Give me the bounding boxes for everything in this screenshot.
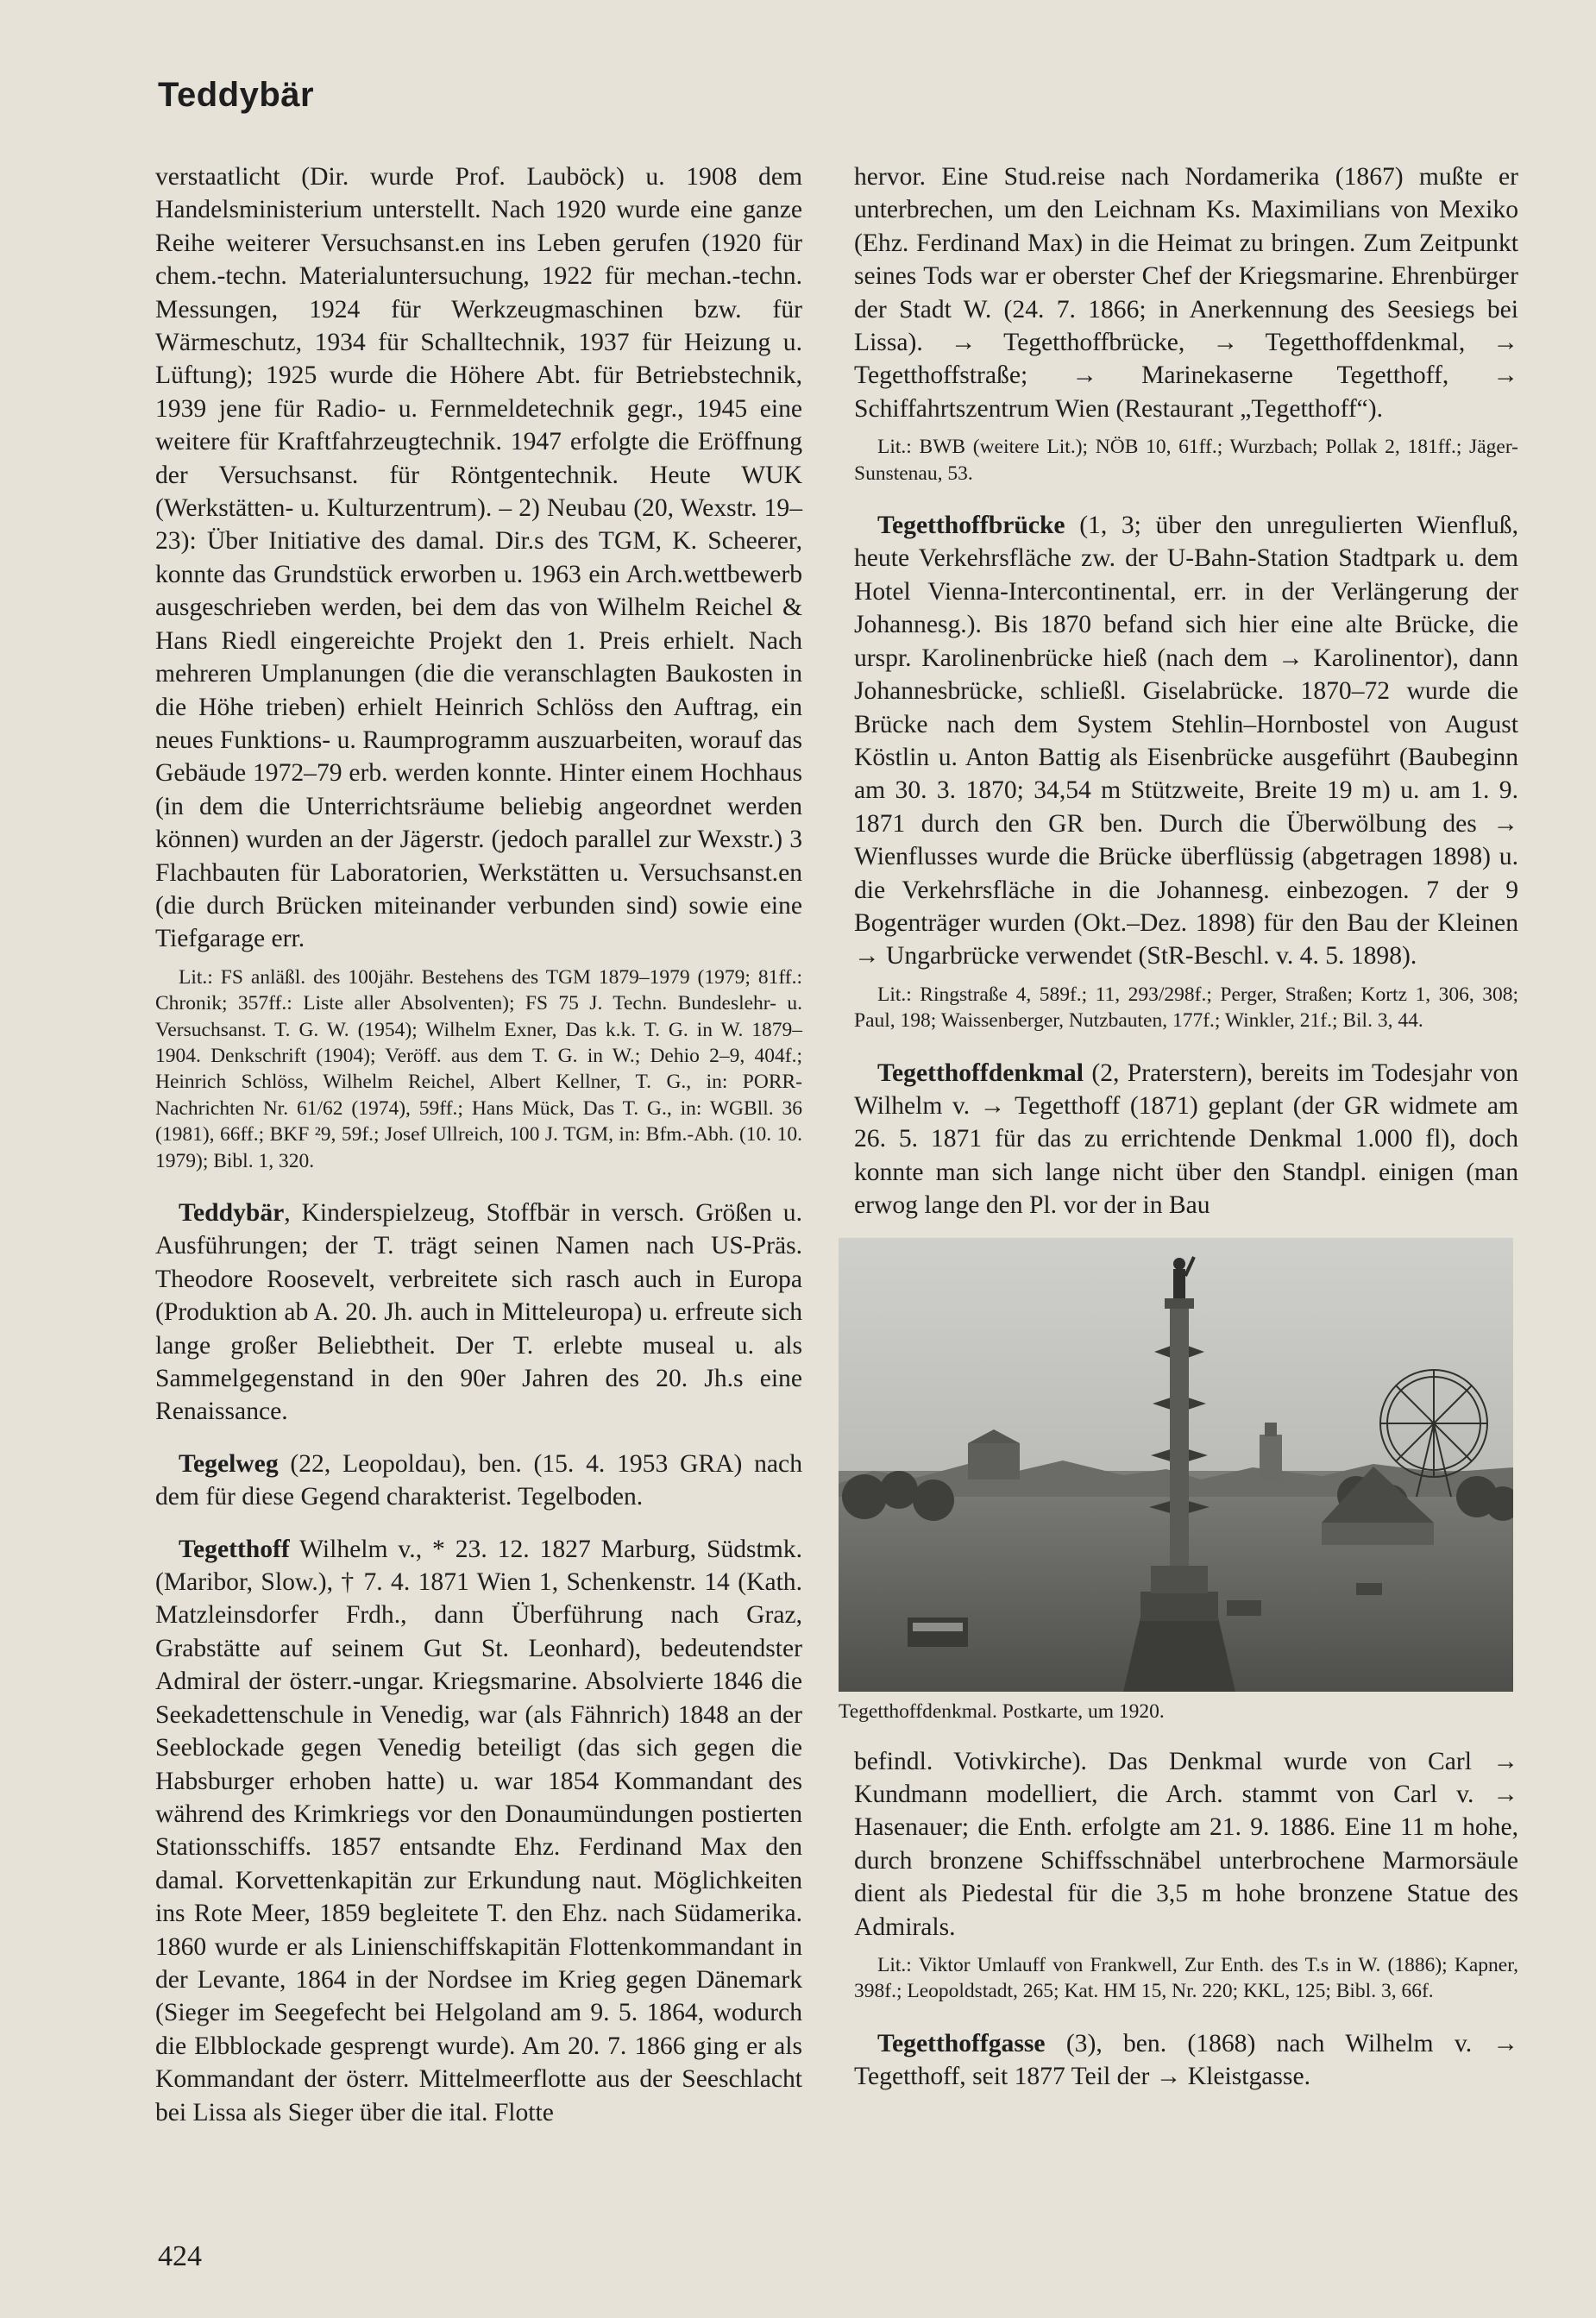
entry-tegetthoffbruecke: [854, 509, 1518, 973]
right-column: [839, 160, 1518, 2094]
lemma-tegetthoffbruecke: Tegetthoffbrücke: [877, 512, 1065, 540]
postcard-photo: [839, 1238, 1513, 1692]
lemma-tegetthoff: Tegetthoff: [179, 1535, 290, 1563]
left-column: [155, 160, 802, 2129]
bruecke-literature: Lit.: Ringstraße 4, 589f.; 11, 293/298f.; Perger, Straßen; Kortz 1, 306, 308; Paul, 198; Waissenberger, Nutzbauten, 177f.; Winkler, 21f.; Bil. 3, 44.: [854, 983, 1518, 1033]
tegetthoff-text: Wilhelm v., * 23. 12. 1827 Marburg, Südstmk. (Maribor, Slow.), † 7. 4. 1871 Wien 1, Schenkenstr. 14 (Kath. Matzleinsdorfer Frdh., dann Überführung nach Graz, Grabstätte auf seinem Gut St. Leonhard), bedeutendster Admiral der österr.-ungar. Kriegsmarine. Absolvierte 1846 die Seekadettenschule in Venedig, war (als Fähnrich) 1848 an der Seeblockade gegen Venedig beteiligt (das sich gegen die Habsburger erhoben hatte) u. war 1854 Kommandant des während des Krimkriegs vor den Donaumündungen postierten Stationsschiffs. 1857 entsandte Ehz. Ferdinand Max den damal. Korvettenkapitän zur Erkundung naut. Möglichkeiten ins Rote Meer, 1859 begleitete T. den Ehz. nach Südamerika. 1860 wurde er als Linienschiffskapitän Flottenkommandant in der Levante, 1864 in der Nordsee im Krieg gegen Dänemark (Sieger im Seegefecht bei Helgoland am 9. 5. 1864, wodurch die Elbblockade gesprengt wurde). Am 20. 7. 1866 ging er als Kommandant der österr. Mittelmeerflotte aus der Seeschlacht bei Lissa als Sieger über die ital. Flotte: [155, 1535, 802, 2126]
tgm-literature: Lit.: FS anläßl. des 100jähr. Bestehens des TGM 1879–1979 (1979; 81ff.: Chronik; 357ff.: Liste aller Absolventen); FS 75 J. Techn. Bundeslehr- u. Versuchsanst. T. G. W. (1954); Wilhelm Exner, Das k.k. T. G. in W. 1879–1904. Denkschrift (1904); Veröff. aus dem T. G. in W.; Dehio 2–9, 404f.; Heinrich Schlöss, Wilhelm Reichel, Albert Kellner, T. G., in: PORR-Nachrichten Nr. 61/62 (1974), 59ff.; Hans Mück, Das T. G., in: WGBll. 36 (1981), 66ff.; BKF ²9, 59f.; Josef Ullreich, 100 J. TGM, in: Bfm.-Abh. (10. 10. 1979); Bibl. 1, 320.: [155, 965, 802, 1172]
denkmal-literature: Lit.: Viktor Umlauff von Frankwell, Zur Enth. des T.s in W. (1886); Kapner, 398f.; Leopoldstadt, 265; Kat. HM 15, Nr. 220; KKL, 125; Bibl. 3, 66f.: [854, 1954, 1518, 2003]
tegetthoff-literature: Lit.: BWB (weitere Lit.); NÖB 10, 61ff.; Wurzbach; Pollak 2, 181ff.; Jäger-Sunstenau, 53.: [854, 436, 1518, 485]
postcard-illustration: [839, 1238, 1513, 1692]
entry-tegelweg: [155, 1448, 802, 1514]
entry-tegetthoffdenkmal: [854, 1057, 1518, 1222]
lemma-teddybaer: Teddybär: [179, 1199, 285, 1227]
entry-tegetthoff: [155, 1533, 802, 2129]
page-number: 424: [158, 2240, 202, 2272]
bruecke-text: (1, 3; über den unregulierten Wienfluß, heute Verkehrsfläche zw. der U-Bahn-Station Stadtpark u. dem Hotel Vienna-Intercontinental, err. in der Verlängerung der Johannesg.). Bis 1870 befand sich hier eine alte Brücke, die urspr. Karolinenbrücke hieß (nach dem → Karolinentor), dann Johannesbrücke, schließl. Giselabrücke. 1870–72 wurde die Brücke nach dem System Stehlin–Hornbostel von August Köstlin u. Anton Battig als Eisenbrücke ausgeführt (Baubeginn am 30. 3. 1870; 34,54 m Stützweite, Breite 19 m) u. am 1. 9. 1871 durch den GR ben. Durch die Überwölbung des → Wienflusses wurde die Brücke überflüssig (abgetragen 1898) u. die Verkehrsfläche in die Johannesg. einbezogen. 7 der 9 Bogenträger wurden (Okt.–Dez. 1898) für den Bau der Kleinen → Ungarbrücke verwendet (StR-Beschl. v. 4. 5. 1898).: [854, 512, 1518, 971]
denkmal-continuation: befindl. Votivkirche). Das Denkmal wurde von Carl → Kundmann modelliert, die Arch. stammt von Carl v. → Hasenauer; die Enth. erfolgte am 21. 9. 1886. Eine 11 m hohe, durch bronzene Schiffsschnäbel unterbrochene Marmorsäule dient als Piedestal für die 3,5 m hohe bronzene Statue des Admirals.: [854, 1747, 1518, 1941]
entry-tegetthoffgasse: [854, 2027, 1518, 2094]
running-head: Teddybär: [158, 76, 315, 114]
teddybaer-text: , Kinderspielzeug, Stoffbär in versch. Größen u. Ausführungen; der T. trägt seinen Namen nach US-Präs. Theodore Roosevelt, verbreitete sich rasch auch in Europa (Produktion ab A. 20. Jh. auch in Mitteleuropa) u. erfreute sich lange großer Beliebtheit. Der T. erlebte museal u. als Sammelgegenstand in den 90er Jahren des 20. Jh.s eine Renaissance.: [155, 1199, 802, 1426]
denkmal-text: (2, Praterstern), bereits im Todesjahr von Wilhelm v. → Tegetthoff (1871) geplant (der GR widmete am 26. 5. 1871 für das zu errichtende Denkmal 1.000 fl), doch konnte man sich lange nicht über den Standpl. einigen (man erwog lange den Pl. vor der in Bau: [854, 1058, 1518, 1220]
gasse-text: (3), ben. (1868) nach Wilhelm v. → Tegetthoff, seit 1877 Teil der → Kleistgasse.: [854, 2029, 1518, 2091]
entry-teddybaer: [155, 1197, 802, 1429]
lemma-tegelweg: Tegelweg: [179, 1449, 279, 1478]
figure-caption: Tegetthoffdenkmal. Postkarte, um 1920.: [839, 1699, 1165, 1723]
lemma-tegetthoffgasse: Tegetthoffgasse: [877, 2029, 1046, 2057]
figure-postcard: [839, 1238, 1518, 1724]
lemma-tegetthoffdenkmal: Tegetthoffdenkmal: [877, 1058, 1084, 1087]
tegelweg-text: (22, Leopoldau), ben. (15. 4. 1953 GRA) nach dem für diese Gegend charakterist. Tegelboden.: [155, 1449, 802, 1511]
tgm-entry-continuation: verstaatlicht (Dir. wurde Prof. Lauböck) u. 1908 dem Handelsministerium unterstellt. Nach 1920 wurde eine ganze Reihe weiterer Versuchsanst.en ins Leben gerufen (1920 für chem.-techn. Materialuntersuchung, 1922 für mechan.-techn. Messungen, 1924 für Werkzeugmaschinen bzw. für Wärmeschutz, 1934 für Schalltechnik, 1937 für Heizung u. Lüftung); 1925 wurde die Höhere Abt. für Betriebstechnik, 1939 jene für Radio- u. Fernmeldetechnik gegr., 1945 eine weitere für Kraftfahrzeugtechnik. 1947 erfolgte die Eröffnung der Versuchsanst. für Röntgentechnik. Heute WUK (Werkstätten- u. Kulturzentrum). – 2) Neubau (20, Wexstr. 19–23): Über Initiative des damal. Dir.s des TGM, K. Scheerer, konnte das Grundstück erworben u. 1963 ein Arch.wettbewerb ausgeschrieben werden, bei dem das von Wilhelm Reichel & Hans Riedl eingereichte Projekt den 1. Preis erhielt. Nach mehreren Umplanungen (die die veranschlagten Baukosten in die Höhe trieben) erhielt Heinrich Schlöss den Auftrag, ein neues Funktions- u. Raumprogramm auszuarbeiten, worauf das Gebäude 1972–79 erb. werden konnte. Hinter einem Hochhaus (in dem die Unterrichtsräume beliebig angeordnet werden können) wurden an der Jägerstr. (jedoch parallel zur Wexstr.) 3 Flachbauten für Laboratorien, Werkstätten u. Versuchsanst.en (die durch Brücken miteinander verbunden sind) sowie eine Tiefgarage err.: [155, 163, 802, 953]
tegetthoff-entry-continuation: hervor. Eine Stud.reise nach Nordamerika (1867) mußte er unterbrechen, um den Leichnam Ks. Maximilians von Mexiko (Ehz. Ferdinand Max) in die Heimat zu bringen. Zum Zeitpunkt seines Tods war er oberster Chef der Kriegsmarine. Ehrenbürger der Stadt W. (24. 7. 1866; in Anerkennung des Seesiegs bei Lissa). → Tegetthoffbrücke, → Tegetthoffdenkmal, → Tegetthoffstraße; → Marinekaserne Tegetthoff, → Schiffahrtszentrum Wien (Restaurant „Tegetthoff“).: [854, 163, 1518, 423]
